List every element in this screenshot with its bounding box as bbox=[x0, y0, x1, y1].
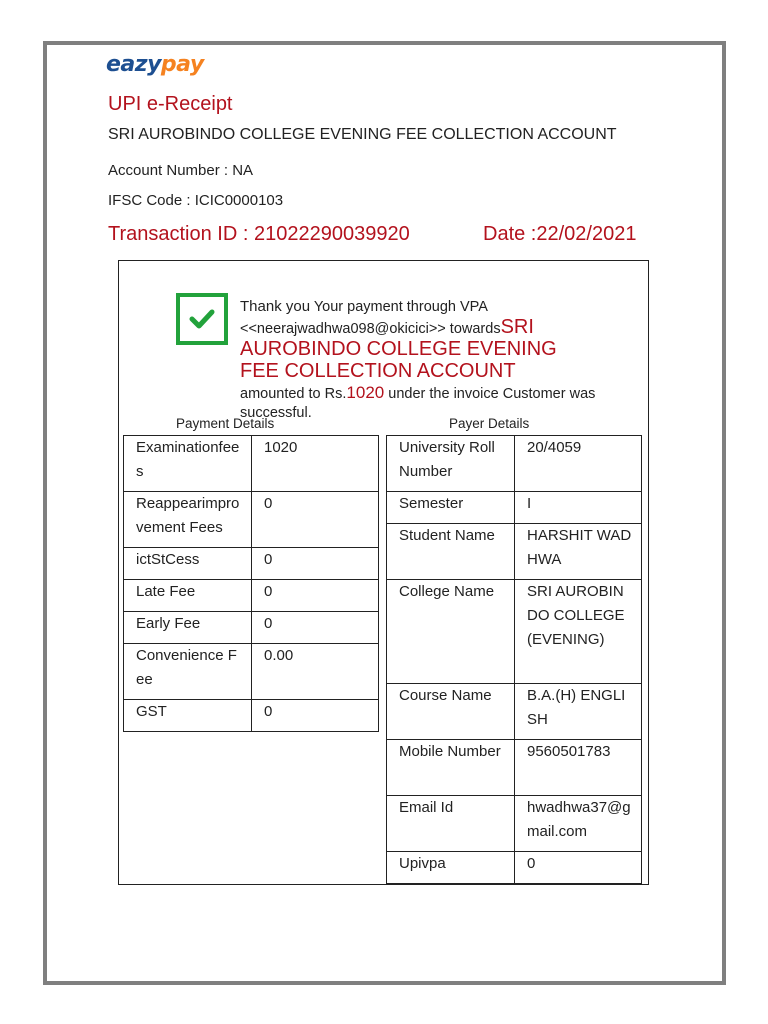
success-message: Thank you Your payment through VPA <<neerajwadhwa098@okicici>> towardsSRI AUROBINDO COLLEGE EVENING FEE COLLECTION ACCOUNT amounted to Rs.1020 under the invoice Customer was successful. bbox=[240, 298, 596, 421]
table-row: Late Fee 0 bbox=[124, 580, 379, 612]
table-row: ictStCess 0 bbox=[124, 548, 379, 580]
table-row: Semester I bbox=[387, 492, 642, 524]
table-row: Convenience Fee 0.00 bbox=[124, 644, 379, 700]
transaction-id: Transaction ID : 21022290039920 bbox=[108, 223, 410, 245]
payer-details-heading: Payer Details bbox=[449, 416, 530, 431]
table-row: Early Fee 0 bbox=[124, 612, 379, 644]
account-number-value: NA bbox=[232, 162, 254, 179]
table-row: Student Name HARSHIT WADHWA bbox=[387, 524, 642, 580]
account-number-line: Account Number : NA bbox=[108, 162, 254, 179]
receipt-title: UPI e-Receipt bbox=[108, 93, 233, 115]
table-row: Email Id hwadhwa37@gmail.com bbox=[387, 796, 642, 852]
table-row: Reappearimprovement Fees 0 bbox=[124, 492, 379, 548]
table-row: Examinationfees 1020 bbox=[124, 436, 379, 492]
table-row: Course Name B.A.(H) ENGLISH bbox=[387, 684, 642, 740]
table-row: Mobile Number 9560501783 bbox=[387, 740, 642, 796]
table-row: GST 0 bbox=[124, 700, 379, 732]
message-account: SRI AUROBINDO COLLEGE EVENING FEE COLLECTION ACCOUNT bbox=[240, 316, 557, 382]
table-row: University Roll Number 20/4059 bbox=[387, 436, 642, 492]
payment-details-table bbox=[123, 435, 379, 732]
payer-details-table bbox=[386, 435, 642, 884]
message-amount: 1020 bbox=[346, 383, 385, 402]
eazypay-logo: eazypay bbox=[106, 52, 204, 77]
table-row: College Name SRI AUROBINDO COLLEGE (EVENING) bbox=[387, 580, 642, 684]
account-name: SRI AUROBINDO COLLEGE EVENING FEE COLLECTION ACCOUNT bbox=[108, 126, 617, 143]
payment-details-heading: Payment Details bbox=[176, 416, 275, 431]
transaction-date: Date :22/02/2021 bbox=[483, 223, 637, 245]
success-check-icon bbox=[176, 293, 228, 345]
ifsc-value: ICIC0000103 bbox=[194, 192, 284, 209]
ifsc-line: IFSC Code : ICIC0000103 bbox=[108, 192, 284, 209]
table-row: Upivpa 0 bbox=[387, 852, 642, 884]
